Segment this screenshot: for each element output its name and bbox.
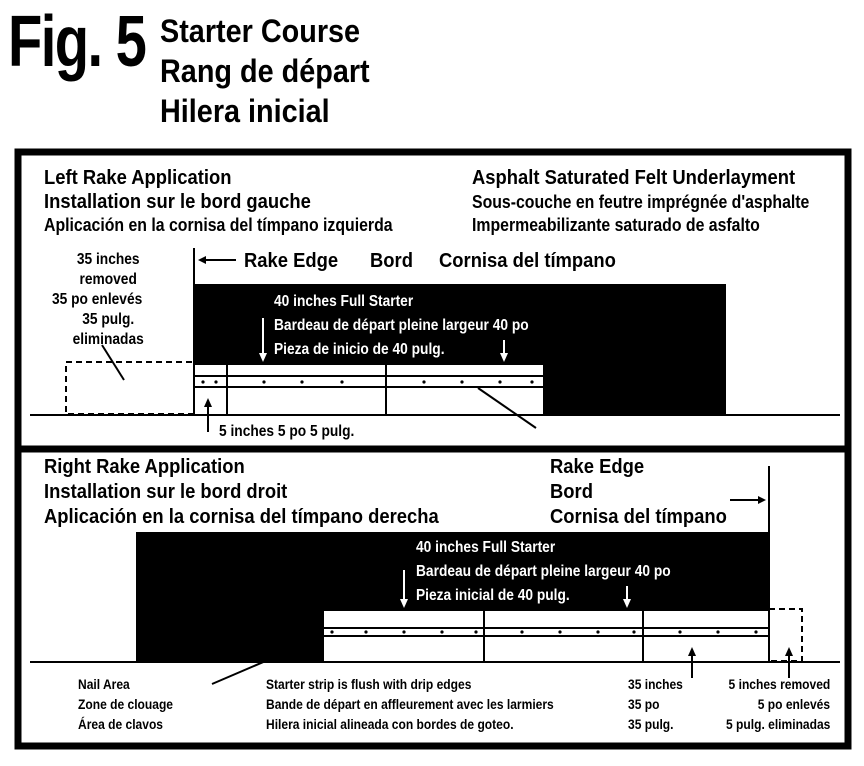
five-inch-label: 5 inches 5 po 5 pulg.: [219, 423, 355, 440]
rake-edge-label-es: Cornisa del tímpano: [439, 250, 616, 272]
five-removed-label-fr: 5 po enlevés: [757, 696, 830, 712]
top-starter-label-fr: Bardeau de départ pleine largeur 40 po: [274, 317, 529, 334]
bottom-starter-label-fr: Bardeau de départ pleine largeur 40 po: [416, 563, 671, 580]
figure-title-fr: Rang de départ: [160, 53, 370, 89]
bottom-rake-edge-label-es: Cornisa del tímpano: [550, 506, 727, 528]
right-rake-heading: Right Rake Application: [44, 456, 245, 478]
figure-number: Fig. 5: [8, 2, 146, 82]
left-rake-heading-es: Aplicación en la cornisa del tímpano izquierda: [44, 215, 393, 235]
flush-note-fr: Bande de départ en affleurement avec les larmiers: [266, 696, 554, 712]
bottom-starter-label: 40 inches Full Starter: [416, 539, 556, 556]
five-removed-label: 5 inches removed: [728, 676, 830, 692]
flush-note-es: Hilera inicial alineada con bordes de goteo.: [266, 716, 514, 732]
thirty-five-label-fr: 35 po: [628, 696, 660, 712]
five-removed-label-es: 5 pulg. eliminadas: [725, 716, 830, 732]
top-starter-label: 40 inches Full Starter: [274, 293, 414, 310]
bottom-rake-edge-label: Rake Edge: [550, 456, 645, 478]
top-rake-arrowhead: [198, 256, 206, 264]
left-rake-heading: Left Rake Application: [44, 167, 232, 189]
thirty-five-label-es: 35 pulg.: [628, 716, 674, 732]
top-removed-piece: [66, 362, 194, 414]
figure-title-en: Starter Course: [160, 13, 361, 49]
flush-note: Starter strip is flush with drip edges: [266, 676, 472, 692]
top-starter-strip: [195, 365, 543, 414]
figure-title-es: Hilera inicial: [160, 93, 330, 129]
nail-area-label-es: Área de clavos: [78, 716, 164, 732]
underlayment-label: Asphalt Saturated Felt Underlayment: [472, 167, 796, 189]
rake-edge-label-fr: Bord: [370, 250, 413, 272]
rake-edge-label: Rake Edge: [244, 250, 339, 272]
left-rake-heading-fr: Installation sur le bord gauche: [44, 191, 311, 213]
nail-area-label-fr: Zone de clouage: [78, 696, 174, 712]
thirty-five-label: 35 inches: [628, 676, 683, 692]
bottom-rake-edge-label-fr: Bord: [550, 481, 593, 503]
nail-area-label: Nail Area: [78, 676, 130, 692]
removed-label: 35 inches: [76, 251, 140, 268]
bottom-removed-piece: [769, 609, 802, 661]
bottom-starter-label-es: Pieza inicial de 40 pulg.: [416, 587, 570, 604]
underlayment-label-es: Impermeabilizante saturado de asfalto: [472, 215, 760, 235]
top-starter-label-es: Pieza de inicio de 40 pulg.: [274, 341, 445, 358]
underlayment-label-fr: Sous-couche en feutre imprégnée d'asphalte: [472, 192, 810, 212]
right-rake-heading-fr: Installation sur le bord droit: [44, 481, 288, 503]
right-rake-heading-es: Aplicación en la cornisa del tímpano derecha: [44, 506, 439, 528]
